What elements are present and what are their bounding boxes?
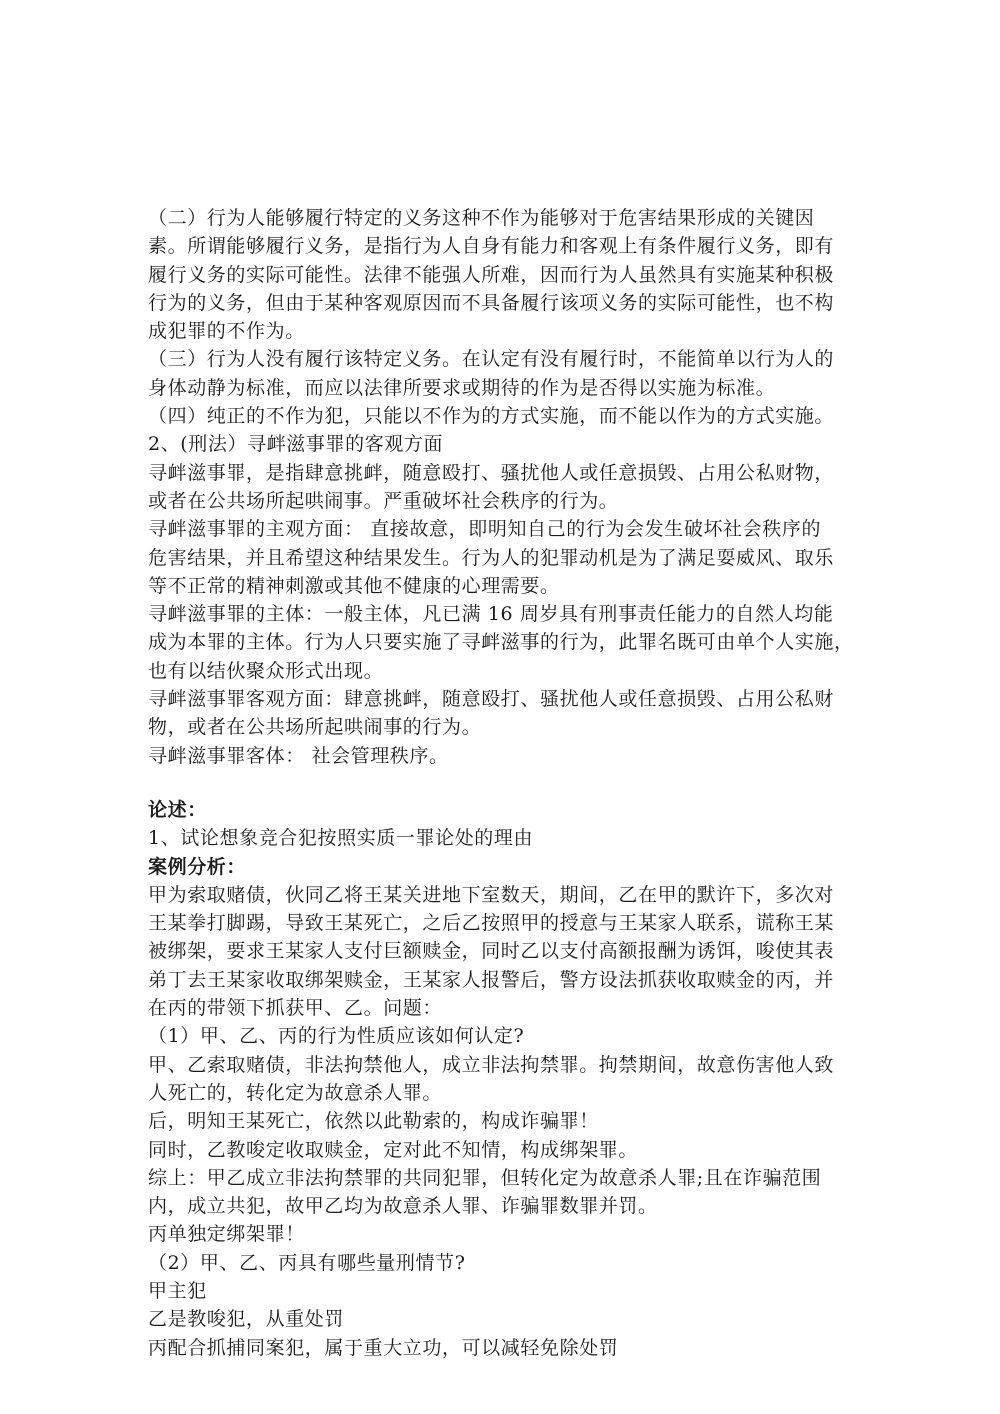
text-line: 寻衅滋事罪客体： 社会管理秩序。 [148, 744, 449, 767]
text-line: 甲主犯 [148, 1279, 207, 1302]
text-line: （三）行为人没有履行该特定义务。在认定有没有履行时，不能简单以行为人的 [148, 348, 835, 371]
text-line: 履行义务的实际可能性。法律不能强人所难，因而行为人虽然具有实施某种积极 [148, 263, 835, 286]
heading-case-analysis: 案例分析： [148, 855, 247, 878]
text-line: 行为的义务，但由于某种客观原因而不具备履行该项义务的实际可能性，也不构 [148, 291, 835, 314]
text-line: 内，成立共犯，故甲乙均为故意杀人罪、诈骗罪数罪并罚。 [148, 1195, 658, 1218]
text-line: 或者在公共场所起哄闹事。严重破坏社会秩序的行为。 [148, 489, 619, 512]
text-line: 成为本罪的主体。行为人只要实施了寻衅滋事的行为，此罪名既可由单个人实施， [148, 631, 854, 654]
text-line: （二）行为人能够履行特定的义务这种不作为能够对于危害结果形成的关键因 [148, 207, 815, 229]
text-line: 王某拳打脚踢，导致王某死亡，之后乙按照甲的授意与王某家人联系，谎称王某 [148, 912, 835, 935]
text-line: 后，明知王某死亡，依然以此勒索的，构成诈骗罪！ [148, 1110, 599, 1133]
text-line: 寻衅滋事罪，是指肆意挑衅，随意殴打、骚扰他人或任意损毁、占用公私财物， [148, 461, 835, 484]
text-line: 同时，乙教唆定收取赎金，定对此不知情，构成绑架罪。 [148, 1138, 639, 1161]
text-line: 2、(刑法）寻衅滋事罪的客观方面 [148, 433, 444, 456]
text-line: （1）甲、乙、丙的行为性质应该如何认定? [148, 1025, 525, 1048]
text-line: 弟丁去王某家收取绑架赎金，王某家人报警后，警方设法抓获收取赎金的丙，并 [148, 968, 835, 991]
text-line: 物，或者在公共场所起哄闹事的行为。 [148, 716, 482, 739]
text-line: 甲为索取赌债，伙同乙将王某关进地下室数天，期间，乙在甲的默许下，多次对 [148, 883, 835, 906]
document-body [148, 204, 852, 1362]
section-gap [148, 770, 852, 796]
text-line: （四）纯正的不作为犯，只能以不作为的方式实施，而不能以作为的方式实施。 [148, 405, 835, 428]
text-line: 寻衅滋事罪客观方面：肆意挑衅，随意殴打、骚扰他人或任意损毁、占用公私财 [148, 688, 835, 711]
text-line: 综上：甲乙成立非法拘禁罪的共同犯罪，但转化定为故意杀人罪;且在诈骗范围 [148, 1166, 822, 1189]
text-line: 寻衅滋事罪的主体：一般主体，凡已满 16 周岁具有刑事责任能力的自然人均能 [148, 603, 834, 626]
text-line: 丙单独定绑架罪！ [148, 1223, 305, 1246]
text-line: 成犯罪的不作为。 [148, 320, 305, 343]
text-line: 乙是教唆犯，从重处罚 [148, 1308, 345, 1331]
text-line: 甲、乙索取赌债，非法拘禁他人，成立非法拘禁罪。拘禁期间，故意伤害他人致 [148, 1053, 835, 1076]
heading-discussion: 论述： [148, 798, 207, 821]
text-line: 丙配合抓捕同案犯，属于重大立功，可以减轻免除处罚 [148, 1336, 619, 1359]
text-line: 也有以结伙聚众形式出现。 [148, 659, 384, 682]
text-line: 寻衅滋事罪的主观方面： 直接故意，即明知自己的行为会发生破坏社会秩序的 [148, 518, 822, 541]
text-line: 危害结果，并且希望这种结果发生。行为人的犯罪动机是为了满足耍威风、取乐 [148, 546, 835, 569]
text-line: （2）甲、乙、丙具有哪些量刑情节? [148, 1251, 466, 1274]
text-line: 人死亡的，转化定为故意杀人罪。 [148, 1081, 443, 1104]
section-crime-elements [148, 204, 852, 770]
text-line: 素。所谓能够履行义务，是指行为人自身有能力和客观上有条件履行义务，即有 [148, 235, 835, 258]
text-line: 等不正常的精神刺激或其他不健康的心理需要。 [148, 574, 560, 597]
text-line: 被绑架，要求王某家人支付巨额赎金，同时乙以支付高额报酬为诱饵，唆使其表 [148, 940, 835, 963]
text-line: 在丙的带领下抓获甲、乙。问题： [148, 997, 443, 1020]
section-case-analysis [148, 881, 852, 1362]
text-line: 身体动静为标准，而应以法律所要求或期待的作为是否得以实施为标准。 [148, 376, 776, 399]
discussion-item: 1、试论想象竞合犯按照实质一罪论处的理由 [148, 827, 534, 850]
